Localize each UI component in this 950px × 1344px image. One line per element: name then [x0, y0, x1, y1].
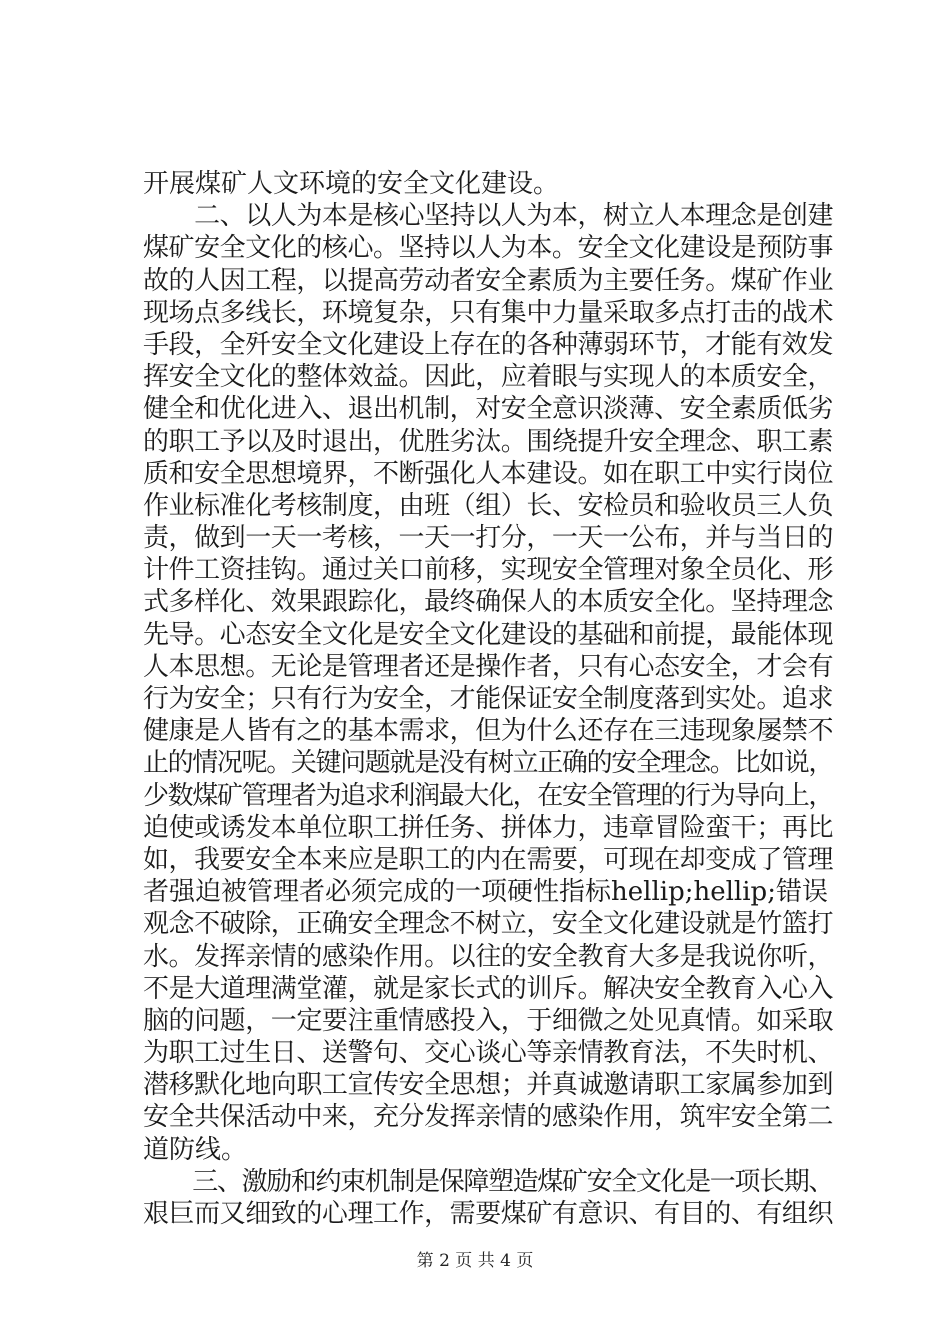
text-line: 水。发挥亲情的感染作用。以往的安全教育大多是我说你听， [143, 941, 834, 972]
text-line: 脑的问题，一定要注重情感投入，于细微之处见真情。如采取 [143, 1005, 834, 1036]
text-line: 责，做到一天一考核，一天一打分，一天一公布，并与当日的 [143, 523, 834, 554]
text-line: 潜移默化地向职工宣传安全思想；并真诚邀请职工家属参加到 [143, 1070, 834, 1101]
text-line: 安全共保活动中来，充分发挥亲情的感染作用，筑牢安全第二 [143, 1102, 834, 1133]
text-line: 少数煤矿管理者为追求利润最大化，在安全管理的行为导向上， [143, 780, 834, 811]
text-line: 为职工过生日、送警句、交心谈心等亲情教育法，不失时机、 [143, 1038, 834, 1069]
text-line: 道防线。 [143, 1134, 248, 1165]
text-line: 的职工予以及时退出，优胜劣汰。围绕提升安全理念、职工素 [143, 426, 834, 457]
text-line: 者强迫被管理者必须完成的一项硬性指标hellip;hellip;错误 [143, 877, 828, 908]
text-line: 质和安全思想境界，不断强化人本建设。如在职工中实行岗位 [143, 458, 834, 489]
text-line: 二、以人为本是核心坚持以人为本，树立人本理念是创建 [143, 201, 834, 232]
text-line: 止的情况呢。关键问题就是没有树立正确的安全理念。比如说， [143, 748, 834, 779]
text-line: 现场点多线长，环境复杂，只有集中力量采取多点打击的战术 [143, 297, 834, 328]
text-line: 先导。心态安全文化是安全文化建设的基础和前提，最能体现 [143, 619, 834, 650]
text-line: 健康是人皆有之的基本需求，但为什么还存在三违现象屡禁不 [143, 716, 834, 747]
text-line: 迫使或诱发本单位职工拼任务、拼体力，违章冒险蛮干；再比 [143, 812, 834, 843]
text-line: 挥安全文化的整体效益。因此，应着眼与实现人的本质安全， [143, 362, 834, 393]
page-footer: 第 2 页 共 4 页 [416, 1251, 534, 1271]
text-line: 艰巨而又细致的心理工作，需要煤矿有意识、有目的、有组织 [143, 1199, 834, 1229]
text-line: 不是大道理满堂灌，就是家长式的训斥。解决安全教育入心入 [143, 973, 834, 1004]
body-text [143, 168, 833, 1230]
text-line: 煤矿安全文化的核心。坚持以人为本。安全文化建设是预防事 [143, 233, 834, 264]
text-line: 健全和优化进入、退出机制，对安全意识淡薄、安全素质低劣 [143, 394, 834, 425]
text-line: 三、激励和约束机制是保障塑造煤矿安全文化是一项长期、 [143, 1166, 834, 1197]
text-line: 手段，全歼安全文化建设上存在的各种薄弱环节，才能有效发 [143, 329, 834, 360]
text-line: 如，我要安全本来应是职工的内在需要，可现在却变成了管理 [143, 844, 834, 875]
text-line: 行为安全；只有行为安全，才能保证安全制度落到实处。追求 [143, 684, 834, 714]
text-line: 观念不破除，正确安全理念不树立，安全文化建设就是竹篮打 [143, 909, 834, 940]
text-line: 开展煤矿人文环境的安全文化建设。 [143, 169, 560, 199]
text-line: 式多样化、效果跟踪化，最终确保人的本质安全化。坚持理念 [143, 587, 834, 618]
text-line: 作业标准化考核制度，由班（组）长、安检员和验收员三人负 [143, 490, 834, 521]
text-line: 故的人因工程，以提高劳动者安全素质为主要任务。煤矿作业 [143, 265, 834, 296]
text-line: 人本思想。无论是管理者还是操作者，只有心态安全，才会有 [143, 651, 834, 682]
text-line: 计件工资挂钩。通过关口前移，实现安全管理对象全员化、形 [143, 555, 834, 586]
